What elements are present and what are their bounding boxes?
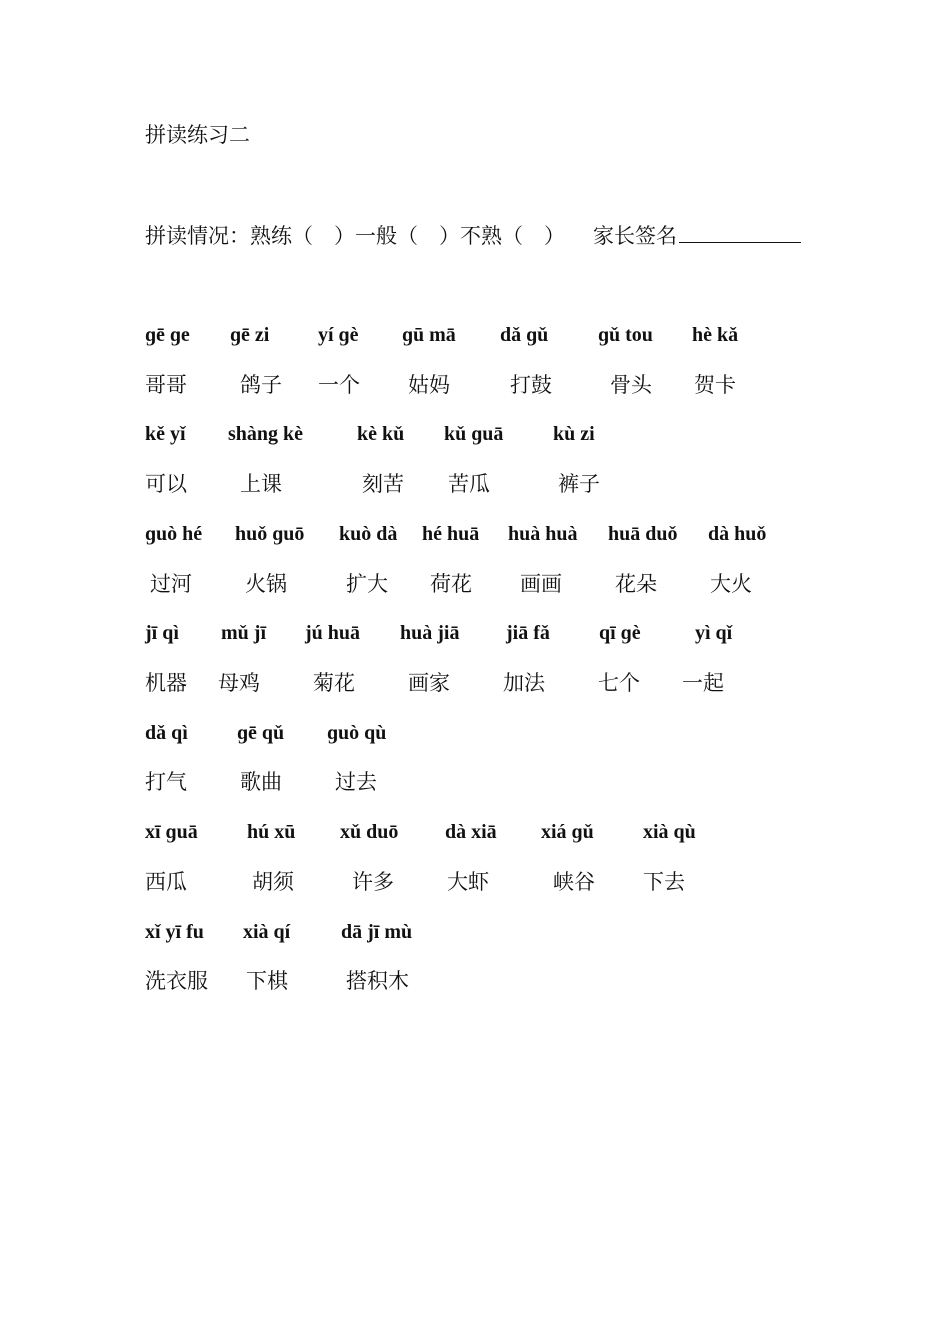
pinyin-row bbox=[0, 817, 950, 851]
parent-signature-label: 家长签名 bbox=[593, 224, 677, 248]
hanzi-word: 许多 bbox=[352, 870, 394, 894]
pinyin-word: dǎ qì bbox=[145, 722, 188, 744]
hanzi-word: 加法 bbox=[503, 671, 545, 695]
hanzi-word: 上课 bbox=[240, 472, 282, 496]
pinyin-word: mǔ jī bbox=[221, 622, 266, 644]
status-label: 拼读情况： bbox=[145, 224, 250, 248]
hanzi-word: 歌曲 bbox=[240, 770, 282, 794]
reading-status-line bbox=[145, 220, 801, 251]
pinyin-word: xiá ɡǔ bbox=[541, 821, 594, 843]
hanzi-word: 胡须 bbox=[252, 870, 294, 894]
hanzi-row bbox=[0, 668, 950, 702]
hanzi-word: 画画 bbox=[520, 572, 562, 596]
pinyin-word: kè kǔ bbox=[357, 423, 405, 445]
hanzi-word: 鸽子 bbox=[240, 373, 282, 397]
pinyin-word: shàng kè bbox=[228, 423, 304, 445]
pinyin-word: jú huā bbox=[305, 622, 361, 644]
pinyin-word: huà jiā bbox=[400, 622, 460, 644]
pinyin-word: dà huǒ bbox=[708, 523, 767, 545]
hanzi-row bbox=[0, 469, 950, 503]
hanzi-word: 菊花 bbox=[313, 671, 355, 695]
hanzi-word: 苦瓜 bbox=[448, 472, 490, 496]
pinyin-row bbox=[0, 519, 950, 553]
pinyin-word: xǔ duō bbox=[340, 821, 399, 843]
hanzi-word: 母鸡 bbox=[218, 671, 260, 695]
pinyin-word: huà huà bbox=[508, 523, 578, 545]
hanzi-word: 裤子 bbox=[558, 472, 600, 496]
hanzi-word: 扩大 bbox=[346, 572, 388, 596]
pinyin-word: ɡuò hé bbox=[145, 523, 203, 545]
pinyin-row bbox=[0, 917, 950, 951]
pinyin-row bbox=[0, 618, 950, 652]
hanzi-word: 搭积木 bbox=[346, 969, 409, 993]
hanzi-row bbox=[0, 867, 950, 901]
pinyin-word: kǔ ɡuā bbox=[444, 423, 504, 445]
pinyin-row bbox=[0, 718, 950, 752]
pinyin-word: xǐ yī fu bbox=[145, 921, 204, 943]
pinyin-row bbox=[0, 419, 950, 453]
pinyin-row bbox=[0, 320, 950, 354]
pinyin-word: dǎ ɡǔ bbox=[500, 324, 549, 346]
pinyin-word: ɡū mā bbox=[402, 324, 456, 346]
pinyin-word: huǒ ɡuō bbox=[235, 523, 305, 545]
hanzi-row bbox=[0, 966, 950, 1000]
hanzi-word: 骨头 bbox=[610, 373, 652, 397]
status-option-unfamiliar: 不熟（ ） bbox=[460, 224, 565, 248]
pinyin-word: jiā fǎ bbox=[506, 622, 550, 644]
hanzi-word: 刻苦 bbox=[362, 472, 404, 496]
pinyin-word: xī ɡuā bbox=[145, 821, 198, 843]
hanzi-row bbox=[0, 569, 950, 603]
hanzi-row bbox=[0, 767, 950, 801]
hanzi-word: 哥哥 bbox=[145, 373, 187, 397]
hanzi-word: 西瓜 bbox=[145, 870, 187, 894]
pinyin-word: ɡē zi bbox=[230, 324, 270, 346]
hanzi-word: 大火 bbox=[710, 572, 752, 596]
hanzi-word: 下去 bbox=[643, 870, 685, 894]
pinyin-word: kě yǐ bbox=[145, 423, 186, 445]
pinyin-word: dà xiā bbox=[445, 821, 497, 843]
pinyin-word: ɡuò qù bbox=[327, 722, 387, 744]
hanzi-word: 荷花 bbox=[430, 572, 472, 596]
hanzi-word: 洗衣服 bbox=[145, 969, 208, 993]
hanzi-word: 贺卡 bbox=[694, 373, 736, 397]
pinyin-word: xià qí bbox=[243, 921, 291, 943]
pinyin-word: qī ɡè bbox=[599, 622, 641, 644]
pinyin-word: jī qì bbox=[145, 622, 179, 644]
hanzi-word: 一起 bbox=[682, 671, 724, 695]
hanzi-word: 机器 bbox=[145, 671, 187, 695]
hanzi-word: 过去 bbox=[335, 770, 377, 794]
hanzi-word: 一个 bbox=[318, 373, 360, 397]
hanzi-row bbox=[0, 370, 950, 404]
pinyin-word: hè kǎ bbox=[692, 324, 739, 346]
pinyin-word: xià qù bbox=[643, 821, 696, 843]
hanzi-word: 可以 bbox=[145, 472, 187, 496]
hanzi-word: 画家 bbox=[408, 671, 450, 695]
pinyin-word: hé huā bbox=[422, 523, 480, 545]
hanzi-word: 火锅 bbox=[245, 572, 287, 596]
pinyin-word: ɡē ɡe bbox=[145, 324, 190, 346]
pinyin-word: yí ɡè bbox=[318, 324, 359, 346]
signature-blank-line bbox=[679, 220, 801, 243]
pinyin-word: kuò dà bbox=[339, 523, 398, 545]
pinyin-word: ɡǔ tou bbox=[598, 324, 653, 346]
hanzi-word: 打气 bbox=[145, 770, 187, 794]
pinyin-word: yì qǐ bbox=[695, 622, 733, 644]
pinyin-word: huā duǒ bbox=[608, 523, 678, 545]
pinyin-word: dā jī mù bbox=[341, 921, 413, 943]
hanzi-word: 峡谷 bbox=[553, 870, 595, 894]
hanzi-word: 花朵 bbox=[615, 572, 657, 596]
status-option-average: 一般（ ） bbox=[355, 224, 460, 248]
hanzi-word: 大虾 bbox=[447, 870, 489, 894]
pinyin-word: kù zi bbox=[553, 423, 595, 445]
hanzi-word: 过河 bbox=[150, 572, 192, 596]
hanzi-word: 打鼓 bbox=[510, 373, 552, 397]
status-option-fluent: 熟练（ ） bbox=[250, 224, 355, 248]
page-title: 拼读练习二 bbox=[145, 123, 250, 147]
hanzi-word: 姑妈 bbox=[408, 373, 450, 397]
hanzi-word: 下棋 bbox=[246, 969, 288, 993]
pinyin-word: hú xū bbox=[247, 821, 296, 843]
hanzi-word: 七个 bbox=[598, 671, 640, 695]
pinyin-word: ɡē qǔ bbox=[237, 722, 285, 744]
